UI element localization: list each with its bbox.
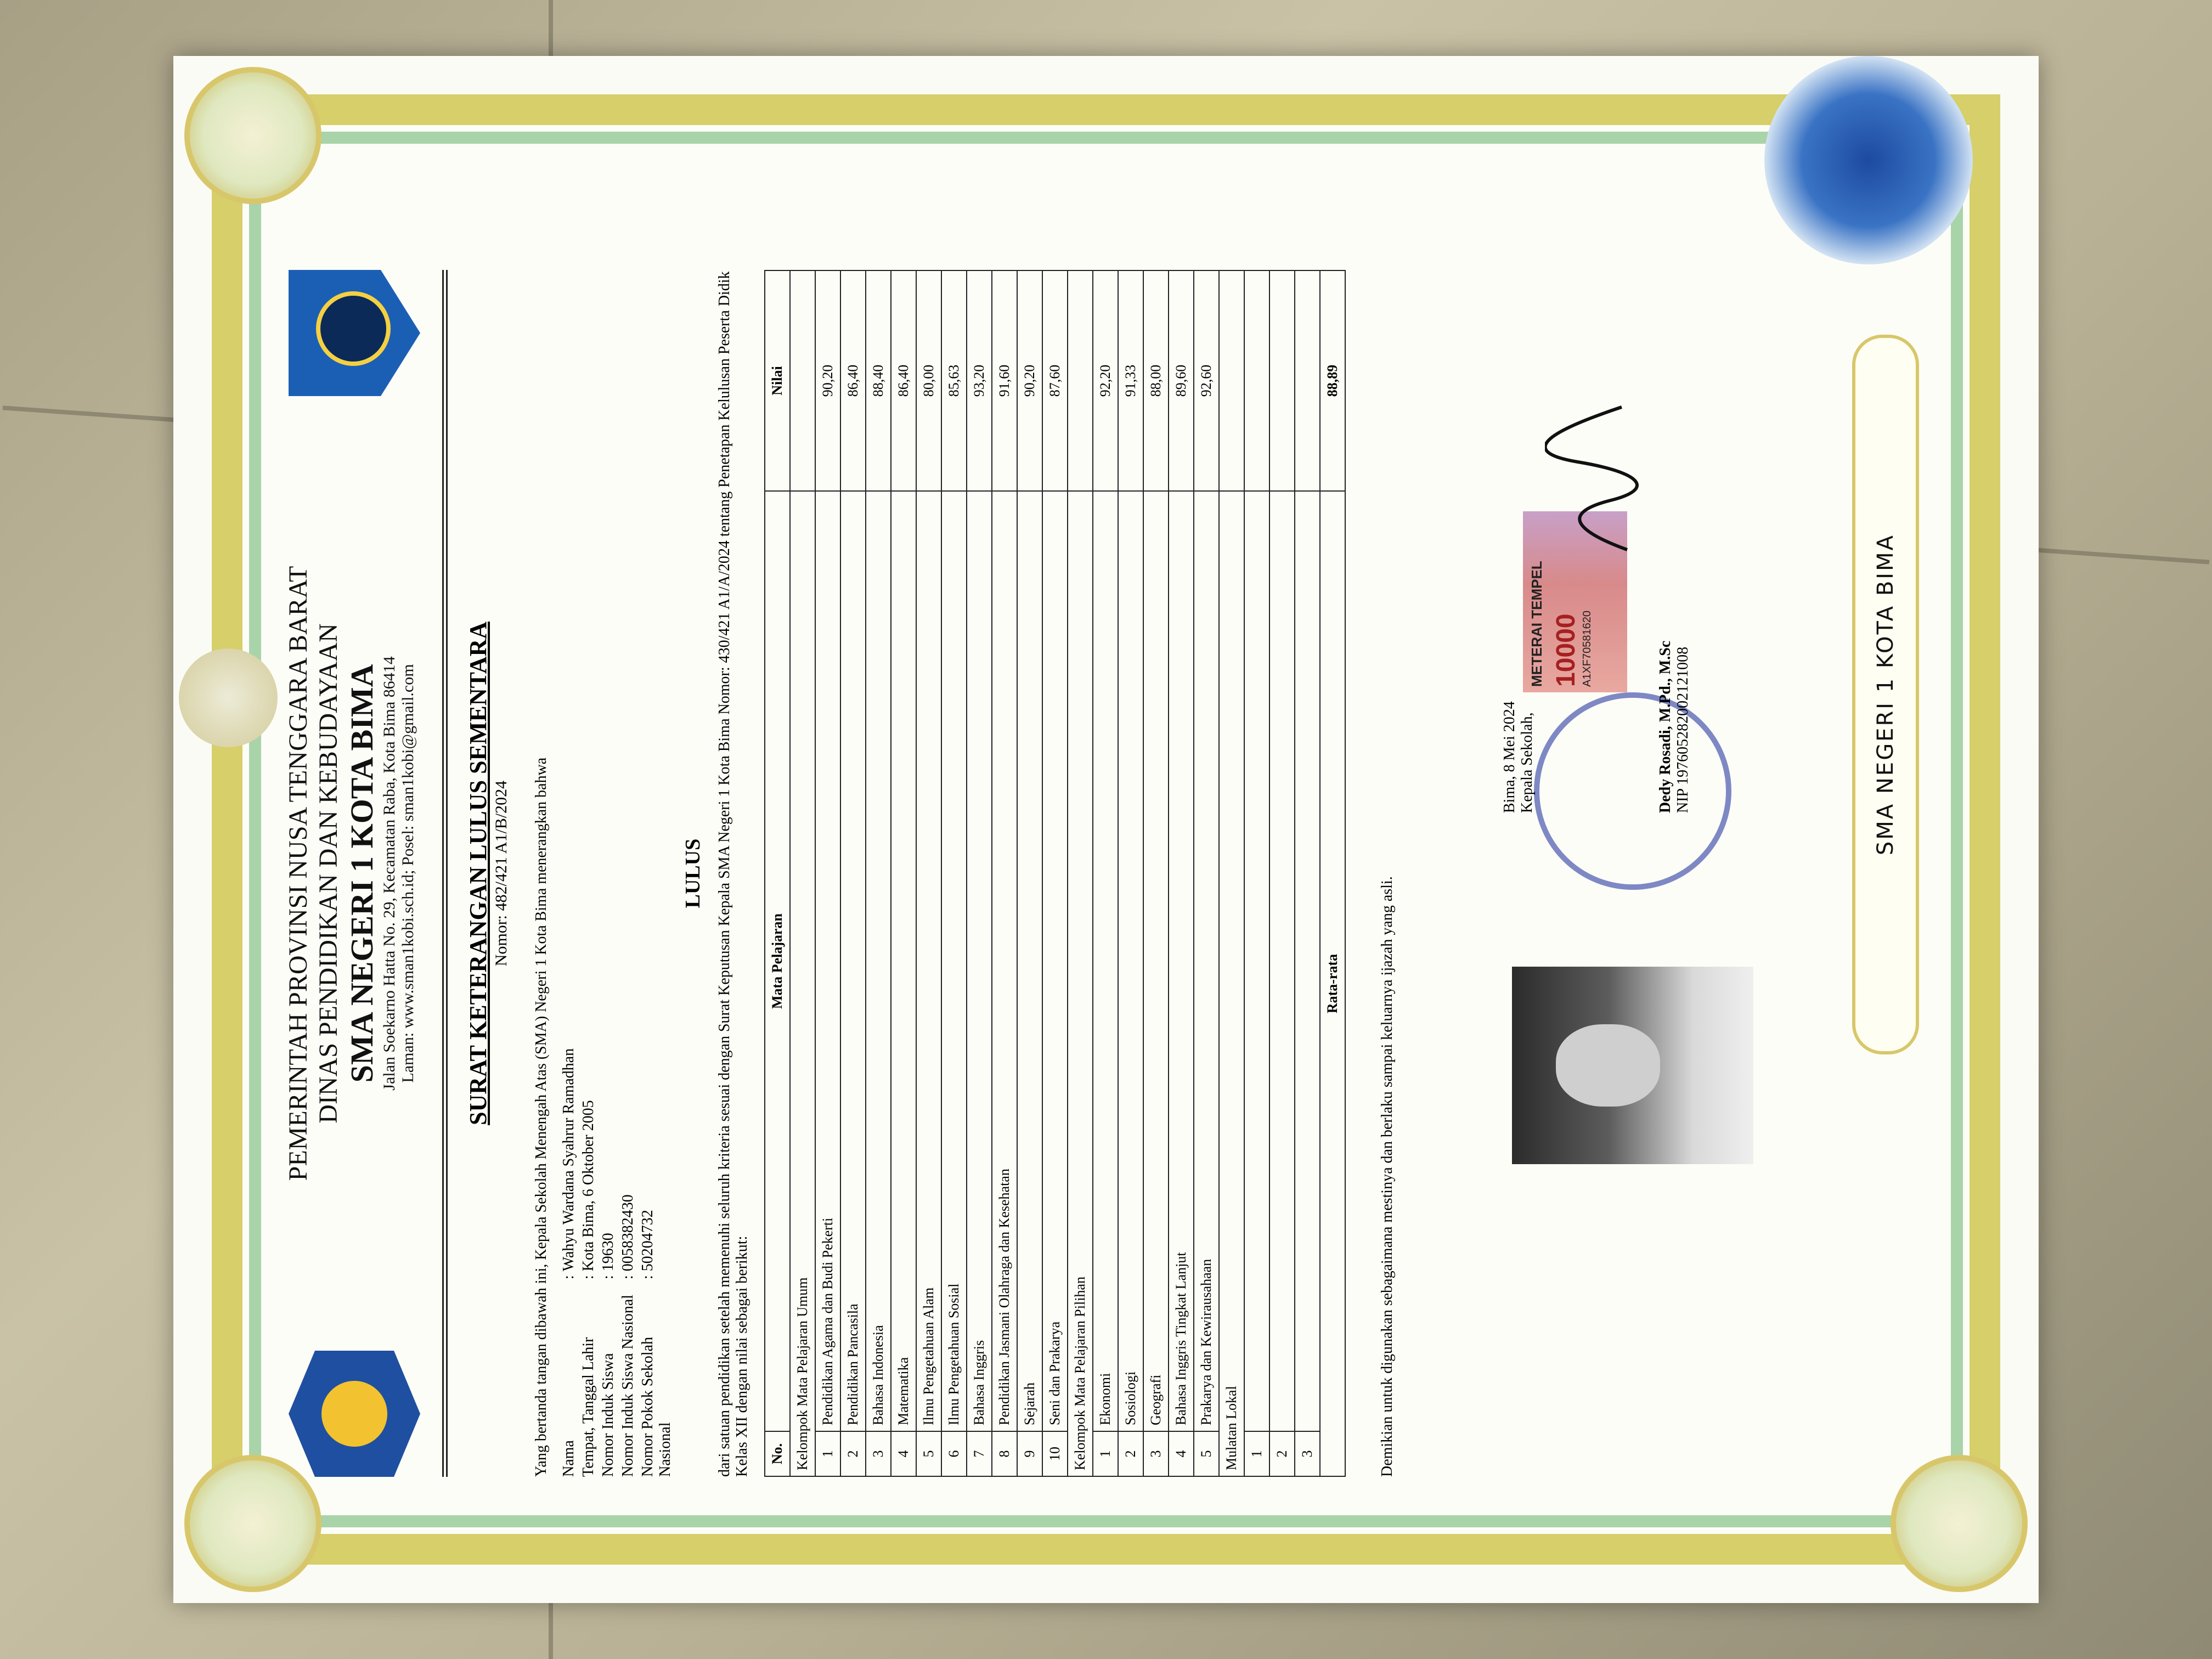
- table-row: 8 Pendidikan Jasmani Olahraga dan Kesehatan 91,60: [992, 270, 1017, 1476]
- table-row: 5 Prakarya dan Kewirausahaan 92,60: [1194, 270, 1219, 1476]
- signer-name: Dedy Rosadi, M.Pd., M.Sc: [1657, 640, 1674, 813]
- document-title: SURAT KETERANGAN LULUS SEMENTARA: [465, 621, 492, 1126]
- closing-statement: Demikian untuk digunakan sebagaimana mestinya dan berlaku sampai keluarnya ijazah yang asli.: [1379, 876, 1396, 1477]
- garuda-watermark: [179, 648, 278, 747]
- table-row: 1: [1244, 270, 1269, 1476]
- table-header-row: [765, 270, 790, 1476]
- table-row: 2 Pendidikan Pancasila 86,40: [840, 270, 866, 1476]
- average-row: [1320, 270, 1345, 1476]
- signer-role: Kepala Sekolah,: [1519, 712, 1536, 813]
- identity-row: Tempat, Tanggal Lahir : Kota Bima, 6 Oktober 2005: [580, 1100, 597, 1477]
- signer-nip: NIP 197605282002121008: [1674, 646, 1691, 813]
- table-row: 4 Bahasa Inggris Tingkat Lanjut 89,60: [1169, 270, 1194, 1476]
- header-subject: Mata Pelajaran: [765, 491, 790, 1431]
- table-row: 4 Matematika 86,40: [891, 270, 916, 1476]
- identity-row: Nomor Induk Siswa : 19630: [600, 1233, 617, 1477]
- signature-block: [1501, 429, 1692, 813]
- average-value: 88,89: [1320, 270, 1345, 491]
- letterhead-text: [283, 413, 417, 1334]
- group-row: Mulatan Lokal: [1219, 270, 1244, 1476]
- kop-line-1: PEMERINTAH PROVINSI NUSA TENGGARA BARAT: [284, 566, 313, 1181]
- header-score: Nilai: [765, 270, 790, 491]
- place-date: Bima, 8 Mei 2024: [1501, 701, 1518, 813]
- identity-row: Nomor Pokok Sekolah Nasional : 50204732: [639, 1210, 674, 1477]
- identity-row: Nomor Induk Siswa Nasional : 0058382430: [619, 1194, 636, 1477]
- table-row: 1 Pendidikan Agama dan Budi Pekerti 90,20: [815, 270, 840, 1476]
- school-address: Jalan Soekarno Hatta No. 29, Kecamatan Raba, Kota Bima 86414: [380, 656, 398, 1091]
- school-contact: Laman: www.sman1kobi.sch.id; Posel: sman1kobi@gmail.com: [399, 664, 417, 1083]
- table-row: 3: [1295, 270, 1320, 1476]
- student-identity: [560, 270, 674, 1477]
- school-name: SMA NEGERI 1 KOTA BIMA: [344, 664, 380, 1083]
- meterai-stamp: METERAI TEMPEL 10000 A1XF70581620: [1523, 511, 1627, 692]
- corner-ornament: [1891, 1455, 2028, 1592]
- graduation-status: LULUS: [681, 838, 704, 909]
- table-row: 5 Ilmu Pengetahuan Alam 80,00: [916, 270, 941, 1476]
- grades-table: [764, 270, 1346, 1477]
- criteria-paragraph: dari satuan pendidikan setelah memenuhi seluruh kriteria sesuai dengan Surat Keputusan Kepala SMA Negeri 1 Kota Bima Nomor: 430/421 A1/A/2024 tentang Penetapan Kelulusan Peserta Didik Kelas XII dengan nilai sebagai berikut:: [716, 271, 751, 1477]
- table-row: 6 Ilmu Pengetahuan Sosial 85,63: [941, 270, 967, 1476]
- province-logo: [289, 1351, 420, 1477]
- corner-ornament: [184, 67, 321, 204]
- average-label: Rata-rata: [1320, 491, 1345, 1476]
- school-logo: [289, 270, 420, 396]
- letterhead: [278, 270, 448, 1477]
- school-seal-emblem: [1764, 56, 1973, 264]
- student-name: Wahyu Wardana Syahrur Ramadhan: [560, 1048, 577, 1272]
- table-row: 10 Seni dan Prakarya 87,60: [1042, 270, 1068, 1476]
- document-number: Nomor: 482/421 A1/B/2024: [492, 780, 510, 967]
- table-row: 9 Sejarah 90,20: [1017, 270, 1042, 1476]
- table-row: 2 Sosiologi 91,33: [1118, 270, 1143, 1476]
- identity-row: Nama : Wahyu Wardana Syahrur Ramadhan: [560, 270, 580, 1477]
- intro-paragraph: Yang bertanda tangan dibawah ini, Kepala Sekolah Menengah Atas (SMA) Negeri 1 Kota Bima menerangkan bahwa: [533, 757, 550, 1477]
- document-body: [278, 270, 1396, 1477]
- table-row: 3 Bahasa Indonesia 88,40: [866, 270, 891, 1476]
- student-photo: [1512, 967, 1753, 1164]
- group-row: Kelompok Mata Pelajaran Pilihan: [1068, 270, 1093, 1476]
- table-row: 2: [1269, 270, 1295, 1476]
- table-row: 1 Ekonomi 92,20: [1093, 270, 1118, 1476]
- group-row: Kelompok Mata Pelajaran Umum: [790, 270, 815, 1476]
- table-row: 7 Bahasa Inggris 93,20: [967, 270, 992, 1476]
- kop-line-2: DINAS PENDIDIKAN DAN KEBUDAYAAN: [314, 623, 343, 1124]
- certificate-paper: [173, 56, 2039, 1603]
- table-row: 3 Geografi 88,00: [1143, 270, 1169, 1476]
- bottom-ribbon: SMA NEGERI 1 KOTA BIMA: [1852, 335, 1919, 1054]
- header-no: No.: [765, 1431, 790, 1476]
